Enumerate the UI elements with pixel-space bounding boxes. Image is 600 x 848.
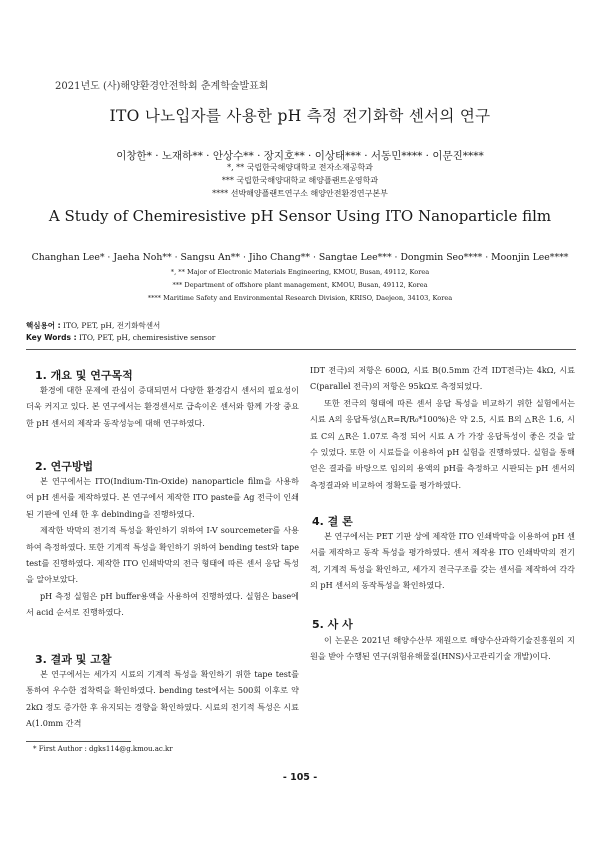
section-3-paragraph-1-end: IDT 전극)의 저항은 600Ω, 시료 B(0.5mm 간격 IDT전극)는 4kΩ, 시료 C(parallel 전극)의 저항은 95kΩ로 측정되었다. [310,365,575,392]
section-5-title: 5. 사 사 [312,618,353,631]
keywords-korean-value: ITO, PET, pH, 전기화학센서 [62,321,161,330]
affiliation-korean-1: *, ** 국립한국해양대학교 전자소재공학과 [227,163,373,172]
section-3-paragraph-1-start: 본 연구에서는 세가지 시료의 기계적 특성을 확인하기 위한 tape test를 통하여 우수한 접착력을 확인하였다. bending test에서는 500회 이후로 약 2kΩ 정도 증가한 후 유지되는 경향을 확인하였다. 시료의 전기적 특성은 시료 A(1.0mm 간격 [26,669,299,729]
keywords-korean-label: 핵심용어 : [26,321,61,330]
page-number: - 105 - [282,772,318,783]
section-1-title: 1. 개요 및 연구목적 [35,369,133,382]
affiliation-english-3: **** Maritime Safety and Environmental Research Division, KRISO, Daejeon, 34103, Korea [147,294,453,302]
keywords-korean [26,320,160,331]
keywords-english [26,333,215,342]
affiliation-english-1: *, ** Major of Electronic Materials Engineering, KMOU, Busan, 49112, Korea [170,268,430,276]
section-1-paragraph: 환경에 대한 문제에 관심이 증대되면서 다양한 환경감시 센서의 필요성이 더욱 커지고 있다. 본 연구에서는 환경센서로 급속이온 센서와 함께 가장 중요한 pH 센서의 제작과 동작성능에 대해 연구하였다. [26,385,299,428]
section-2-paragraph-2: 제작한 박막의 전기적 특성을 확인하기 위하여 I-V sourcemeter를 사용하여 측정하였다. 또한 기계적 특성을 확인하기 위하여 bending test와 tape test를 진행하였다. 제작한 ITO 인쇄박막의 전극 형태에 따른 센서 응답 특성을 알아보았다. [26,525,299,585]
section-3-title: 3. 결과 및 고찰 [35,653,112,666]
header-divider [26,349,576,350]
affiliation-english-2: *** Department of offshore plant management, KMOU, Busan, 49112, Korea [172,281,428,289]
section-5-paragraph: 이 논문은 2021년 해양수산부 재원으로 해양수산과학기술진흥원의 지원을 받아 수행된 연구(위험유해물질(HNS)사고관리기술 개발)이다. [310,635,575,662]
section-4-body [310,528,575,594]
section-3-paragraph-2: 또한 전극의 형태에 따른 센서 응답 특성을 비교하기 위한 실험에서는 시료 A의 응답특성(△R=R/R₀*100%)은 약 2.5, 시료 B의 △R은 1.6, 시료 C의 △R은 1.07로 측정 되어 시료 A 가 가장 응답특성이 좋은 것을 알 수 있었다. 또한 이 시료들을 이용하여 pH 실험을 진행하였다. 실험을 통해 얻은 결과를 바탕으로 임의의 용액의 pH를 측정하고 시판되는 pH 센서의 측정결과와 비교하여 정확도를 평가하였다. [310,397,575,490]
section-3-body-right [310,362,575,493]
affiliation-korean-3: **** 선박해양플랜트연구소 해양안전환경연구본부 [212,189,388,198]
affiliation-korean-2: *** 국립한국해양대학교 해양플랜트운영학과 [221,176,379,185]
authors-english: Changhan Lee* · Jaeha Noh** · Sangsu An** · Jiho Chang** · Sangtae Lee*** · Dongmin Seo**** · Moonjin Lee**** [31,252,569,263]
section-1-body [26,382,299,431]
section-4-paragraph: 본 연구에서는 PET 기판 상에 제작한 ITO 인쇄박막을 이용하여 pH 센서를 제작하고 동작 특성을 평가하였다. 센서 제작용 ITO 인쇄박막의 전기적, 기계적 특성을 확인하고, 세가지 전극구조를 갖는 센서를 제작하여 각각의 pH 센서의 동작특성을 확인하였다. [310,531,575,591]
section-4-title: 4. 결 론 [312,515,353,528]
section-2-paragraph-3: pH 측정 실험은 pH buffer용액을 사용하여 진행하였다. 실험은 base에서 acid 순서로 진행하였다. [26,590,299,618]
keywords-english-label: Key Words : [26,333,77,342]
section-2-paragraph-1: 본 연구에서는 ITO(Indium-Tin-Oxide) nanoparticle film을 사용하여 pH 센서를 제작하였다. 본 연구에서 제작한 ITO paste를 Ag 전극이 인쇄된 기판에 인쇄 한 후 debinding을 진행하였다. [26,476,299,519]
section-2-body [26,473,299,621]
section-5-body [310,632,575,665]
authors-korean: 이창한* · 노재하** · 안상수** · 장지호** · 이상태*** · 서동민**** · 이문진**** [116,150,484,162]
section-2-title: 2. 연구방법 [35,460,94,473]
conference-header: 2021년도 (사)해양환경안전학회 춘계학술발표회 [55,81,269,92]
title-english: A Study of Chemiresistive pH Sensor Using ITO Nanoparticle film [48,207,552,225]
footnote-divider [26,741,131,742]
footnote: * First Author : dgks114@g.kmou.ac.kr [33,745,173,753]
title-korean: ITO 나노입자를 사용한 pH 측정 전기화학 센서의 연구 [109,107,491,125]
section-3-body-left [26,666,299,732]
keywords-english-value: ITO, PET, pH, chemiresistive sensor [78,333,216,342]
